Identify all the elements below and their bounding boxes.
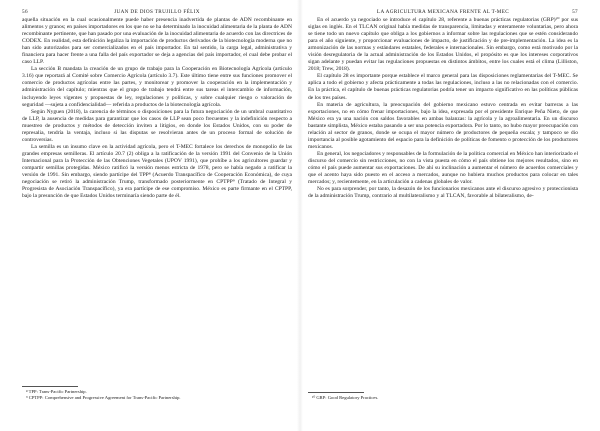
right-paragraph-2: El capítulo 28 es importante porque establece el marco general para las disposiciones reglamentarias del T-MEC. Se aplica a todo el gobierno y afecta prácticamente a todas las regulaciones, incluso a las no relacionadas con el comercio. En la práctica, el capítulo de buenas prácticas regulatorias podría tener un impacto significativo en las políticas públicas de los tres países. <box>308 73 578 101</box>
right-paragraph-3: En materia de agricultura, la preocupación del gobierno mexicano estuvo centrada en evitar barreras a las exportaciones, no en cómo frenar importaciones, bajo la idea, expresada por el presidente Enrique Peña Nieto, de que México era ya una nación con saldos favorables en ambas balanzas: la agrícola y la agroalimentaria. En un discurso bastante simplista, México estaba pasando a ser una potencia exportadora. Por lo tanto, no hubo mayor preocupación con relación al sector de granos, donde se ocupa el mayor número de productores de pequeña escala; y tampoco se dio importancia al posible agotamiento del espacio para la definición de políticas de fomento o protección de los productores mexicanos. <box>308 101 578 150</box>
left-paragraph-1: aquella situación en la cual ocasionalmente puede haber presencia inadvertida de plantas de ADN recombinante en alimentos y granos; en países importadores en los que no se ha determinado la inocuidad alimentaria de la planta de ADN recombinante pertinente, que han pasado por una evaluación de la inocuidad alimentaria de acuerdo con las directrices de CODEX. En realidad, esta definición legaliza la importación de productos derivados de la biotecnología moderna que no han sido autorizados para ser comercializados en el país importador. En tal sentido, la carga legal, administrativa y financiera para hacer frente a una falla del país exportador se deja a agencias del país importador, el cual debe probar el caso LLP. <box>22 17 292 66</box>
left-paragraph-4: La semilla es un insumo clave en la actividad agrícola, pero el T-MEC fortalece los derechos de monopolio de las grandes empresas semilleras. El artículo 20.7 (2) obliga a la ratificación de la versión 1991 del Convenio de la Unión Internacional para la Protección de las Obtenciones Vegetales (UPOV 1991), que prohíbe a los agricultores guardar y compartir semillas protegidas. México ratificó la versión menos estricta de 1978, pero se había negado a ratificar la versión de 1991. Sin embargo, siendo partícipe del TPP⁸ (Acuerdo Transpacífico de Cooperación Económica), de cuya negociación se retiró la administración Trump, transformado posteriormente en CPTPP⁹ (Tratado de Integral y Progresista de Asociación Transpacífico), ya era partícipe de ese compromiso. México es parte firmante en el CPTPP, bajo la presunción de que Estados Unidos terminaría siendo parte de él. <box>22 143 292 200</box>
left-footnote-rule <box>22 386 78 387</box>
right-page-header <box>308 9 578 17</box>
left-footnote-2: ⁹ CPTPP: Comprehensive and Progressive Agreement for Trans-Pacific Partnership. <box>26 395 181 400</box>
right-paragraph-5: No es para sorprender, por tanto, la desazón de los funcionarios mexicanos ante el discurso agresivo y proteccionista de la administración Trump, contrario al multilateralismo y al TLCAN, favorable al bilateralismo, de- <box>308 186 578 200</box>
left-running-head: JUAN DE DIOS TRUJILLO FÉLIX <box>114 9 200 15</box>
right-footnote-1: ¹⁰ GRP: Good Regulatory Practices. <box>312 395 379 400</box>
right-footnotes <box>308 392 578 401</box>
left-page-number: 56 <box>22 9 28 15</box>
left-footnote-1: ⁸ TPP: Trans-Pacific Partnership. <box>26 389 87 394</box>
left-footnotes <box>22 386 292 401</box>
left-page-body <box>22 17 292 200</box>
left-paragraph-3: Según Nyguen (2018), la carencia de términos o disposiciones para la futura negociación de un umbral cuantitativo de LLP, la ausencia de medidas para garantizar que los casos de LLP sean poco frecuentes y la indefinición respecto a muestreo de productos y métodos de detección inviten a litigios, en donde los Estados Unidos, con su poder de represalia, tendría la ventaja, incluso si las disputas se resolvieran antes de un proceso formal de solución de controversias. <box>22 108 292 143</box>
right-page-number: 57 <box>572 9 578 15</box>
right-page-body <box>308 17 578 200</box>
left-page-header <box>22 9 292 17</box>
left-paragraph-2: La sección B mandata la creación de un grupo de trabajo para la Cooperación en Biotecnología Agrícola (artículo 3.16) que reportará al Comité sobre Comercio Agrícola (artículo 3.7). Este último tiene entre sus funciones promover el comercio de productos agrícolas entre las partes, y monitorear y promover la cooperación en la implementación y administración del capítulo; mientras que el grupo de trabajo tendrá entre sus tareas el intercambio de información, incluyendo leyes vigentes y propuestas de ley, regulaciones y políticas, y sobre cualquier riesgo o valoración de seguridad —sujeta a confidencialidad— referida a productos de la biotecnología agrícola. <box>22 66 292 108</box>
book-gutter <box>297 0 303 431</box>
right-page <box>308 0 578 431</box>
right-paragraph-4: En general, los negociadores y responsables de la formulación de la política comercial en México han interiorizado el discurso del comercio sin restricciones, no con la vista puesta en cómo el país obtiene los mejores resultados, sino en cómo el país puede aumentar sus exportaciones. De ahí su inclinación a aumentar el número de acuerdos comerciales y que el acento haya sido puesto en el acceso a mercados, aunque no hubiera muchos productos para colocar en tales mercados; y, recientemente, en la articulación a cadenas globales de valor. <box>308 150 578 186</box>
left-page <box>22 0 292 431</box>
right-running-head: LA AGRICULTURA MEXICANA FRENTE AL T-MEC <box>376 9 510 15</box>
right-paragraph-1: En el acuerdo ya negociado se introduce el capítulo 28, referente a buenas prácticas regulatorias (GRP)¹⁰ por sus siglas en inglés. En el TLCAN original había medidas de transparencia, limitadas y enteramente voluntarias, pero ahora se tiene todo un nuevo capítulo que obliga a los gobiernos a informar sobre las regulaciones que se estén considerando para el año siguiente, y proporcionar evaluaciones de impacto, de justificación y de pre-implementación. La idea es la armonización de las normas y estándares estatales, federales e internacionales. Sin embargo, como está motivado por la visión desregulatoria de la actual administración de los Estados Unidos, el propósito es que los intereses corporativos sigan adelante y puedan evitar las regulaciones propuestas en distintos ámbitos, entre los cuales está el clima (Lilliston, 2018; Trew, 2018). <box>308 17 578 73</box>
right-footnote-rule <box>308 392 364 393</box>
